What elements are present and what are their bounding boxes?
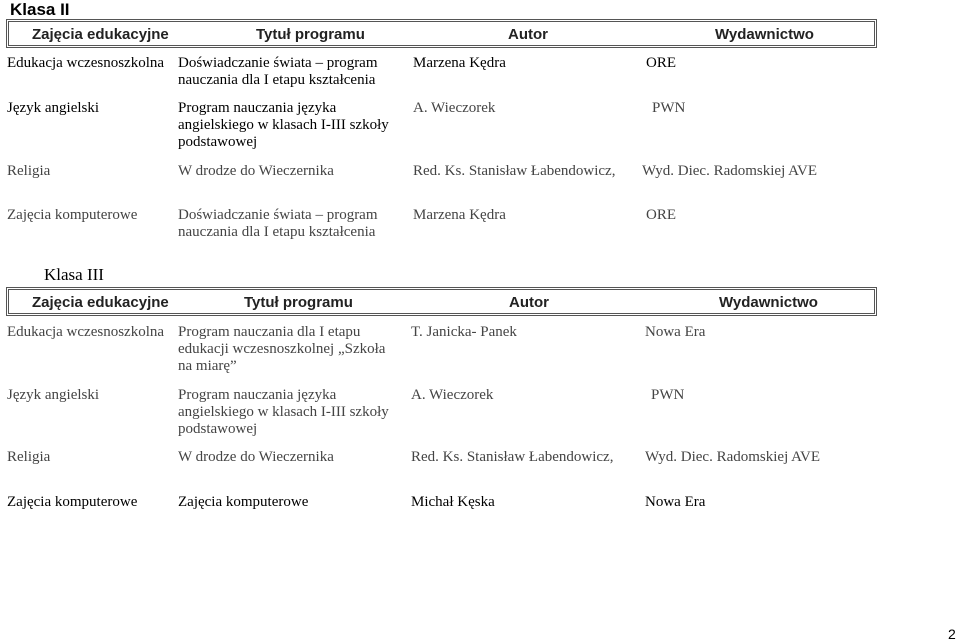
- k3-row1-publisher: Nowa Era: [645, 324, 706, 340]
- page-number: 2: [948, 626, 956, 642]
- k2-row1-program: Doświadczanie świata – program nauczania dla I etapu kształcenia: [178, 55, 378, 88]
- header-subject: Zajęcia edukacyjne: [32, 26, 169, 43]
- k3-row4-subject: Zajęcia komputerowe: [7, 494, 138, 510]
- k3-row3-subject: Religia: [7, 449, 51, 465]
- k2-row1-publisher: ORE: [646, 55, 676, 71]
- k2-row4-subject: Zajęcia komputerowe: [7, 207, 138, 223]
- table-header-klasa-3: [6, 287, 877, 316]
- k3-row3-author: Red. Ks. Stanisław Łabendowicz,: [411, 449, 614, 465]
- table-header-klasa-2: [6, 19, 877, 48]
- k3-row2-publisher: PWN: [651, 387, 685, 403]
- k2-row2-program: Program nauczania języka angielskiego w klasach I-III szkoły podstawowej: [178, 100, 389, 150]
- k2-row3-subject: Religia: [7, 163, 51, 179]
- k3-row1-program: Program nauczania dla I etapu edukacji wczesnoszkolnej „Szkoła na miarę”: [178, 324, 386, 374]
- header-publisher: Wydawnictwo: [715, 26, 814, 43]
- k3-row1-subject: Edukacja wczesnoszkolna: [7, 324, 165, 340]
- k2-row2-subject: Język angielski: [7, 100, 100, 116]
- k2-row2-publisher: PWN: [652, 100, 686, 116]
- header-subject: Zajęcia edukacyjne: [32, 294, 169, 311]
- k3-row1-author: T. Janicka- Panek: [411, 324, 517, 340]
- header-program: Tytuł programu: [256, 26, 365, 43]
- section-title-klasa-2: Klasa II: [10, 0, 70, 19]
- k2-row4-author: Marzena Kędra: [413, 207, 506, 223]
- k2-row4-publisher: ORE: [646, 207, 676, 223]
- header-author: Autor: [509, 294, 549, 311]
- k2-row2-author: A. Wieczorek: [413, 100, 496, 116]
- header-publisher: Wydawnictwo: [719, 294, 818, 311]
- header-author: Autor: [508, 26, 548, 43]
- k3-row4-program: Zajęcia komputerowe: [178, 494, 309, 510]
- k2-row3-author: Red. Ks. Stanisław Łabendowicz,: [413, 163, 616, 179]
- k3-row3-program: W drodze do Wieczernika: [178, 449, 334, 465]
- k3-row2-subject: Język angielski: [7, 387, 100, 403]
- k3-row2-author: A. Wieczorek: [411, 387, 494, 403]
- k2-row4-program: Doświadczanie świata – program nauczania dla I etapu kształcenia: [178, 207, 378, 240]
- k2-row3-program: W drodze do Wieczernika: [178, 163, 334, 179]
- k3-row4-author: Michał Kęska: [411, 494, 495, 510]
- k3-row4-publisher: Nowa Era: [645, 494, 706, 510]
- k2-row1-author: Marzena Kędra: [413, 55, 506, 71]
- section-title-klasa-3: Klasa III: [44, 265, 104, 284]
- header-program: Tytuł programu: [244, 294, 353, 311]
- k2-row1-subject: Edukacja wczesnoszkolna: [7, 55, 165, 71]
- k2-row3-publisher: Wyd. Diec. Radomskiej AVE: [642, 163, 818, 179]
- k3-row3-publisher: Wyd. Diec. Radomskiej AVE: [645, 449, 821, 465]
- k3-row2-program: Program nauczania języka angielskiego w klasach I-III szkoły podstawowej: [178, 387, 389, 437]
